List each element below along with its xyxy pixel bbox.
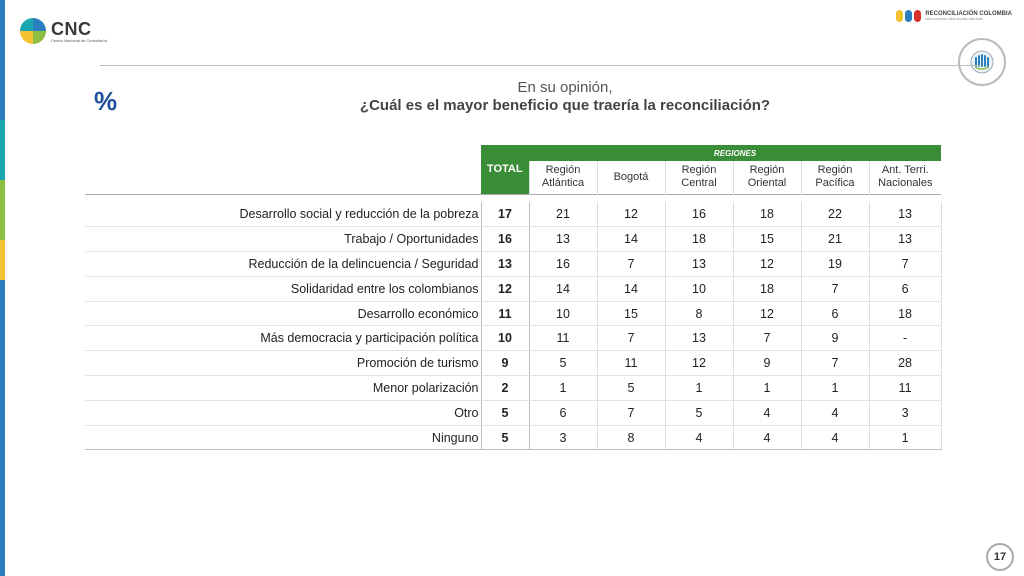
region-header-line2: Nacionales — [878, 177, 933, 190]
table-row — [85, 252, 941, 277]
row-label: Más democracia y participación política — [85, 326, 481, 351]
reconciliacion-colombia-logo — [896, 10, 1012, 22]
region-header-5 — [869, 161, 941, 194]
table-row — [85, 202, 941, 227]
row-value: 14 — [597, 227, 665, 252]
row-value: 7 — [869, 252, 941, 277]
row-value: 11 — [869, 376, 941, 401]
row-value: 14 — [529, 276, 597, 301]
table-row — [85, 326, 941, 351]
region-header-line2: Atlántica — [541, 177, 585, 190]
page-number: 17 — [986, 543, 1014, 571]
results-table — [85, 145, 942, 450]
table-row — [85, 227, 941, 252]
row-value: 16 — [665, 202, 733, 227]
row-label: Otro — [85, 400, 481, 425]
row-value: 3 — [529, 425, 597, 450]
left-accent-bar — [0, 0, 5, 576]
table-row — [85, 425, 941, 450]
row-value: 7 — [597, 326, 665, 351]
row-value: 21 — [529, 202, 597, 227]
question-intro: En su opinión, — [517, 79, 613, 96]
total-column-header: TOTAL — [481, 145, 529, 194]
row-value: 12 — [665, 351, 733, 376]
row-total: 2 — [481, 376, 529, 401]
row-value: 6 — [801, 301, 869, 326]
row-value: 1 — [801, 376, 869, 401]
row-value: 1 — [665, 376, 733, 401]
cnc-logo-subtext: Centro Nacional de Consultoría — [51, 37, 107, 43]
table-row — [85, 376, 941, 401]
cnc-logo-text: CNC — [51, 18, 92, 39]
row-value: 4 — [801, 400, 869, 425]
region-header-line1: Región — [545, 164, 581, 177]
cnc-logo — [20, 18, 107, 44]
row-value: 5 — [665, 400, 733, 425]
row-value: 11 — [597, 351, 665, 376]
row-total: 5 — [481, 425, 529, 450]
row-value: 19 — [801, 252, 869, 277]
regions-header: REGIONES — [529, 145, 941, 161]
row-value: 8 — [665, 301, 733, 326]
question-title: ¿Cuál es el mayor beneficio que traería la reconciliación? — [359, 97, 771, 114]
row-value: 8 — [597, 425, 665, 450]
region-header-3 — [733, 161, 801, 194]
row-value: 18 — [733, 276, 801, 301]
row-label: Desarrollo social y reducción de la pobreza — [85, 202, 481, 227]
row-total: 5 — [481, 400, 529, 425]
row-label: Trabajo / Oportunidades — [85, 227, 481, 252]
row-value: 9 — [733, 351, 801, 376]
row-value: 13 — [869, 227, 941, 252]
row-value: 18 — [733, 202, 801, 227]
partner-logo-subtext: MÁS CULTURA, MÁS NACIÓN, MÁS PAÍS — [925, 17, 983, 21]
row-value: 7 — [597, 252, 665, 277]
row-value: 6 — [529, 400, 597, 425]
raised-hands-icon — [958, 38, 1006, 86]
row-label: Menor polarización — [85, 376, 481, 401]
table-row — [85, 351, 941, 376]
row-label: Reducción de la delincuencia / Seguridad — [85, 252, 481, 277]
region-header-2 — [665, 161, 733, 194]
row-value: 14 — [597, 276, 665, 301]
row-total: 13 — [481, 252, 529, 277]
row-label: Ninguno — [85, 425, 481, 450]
row-value: 12 — [733, 301, 801, 326]
row-value: 12 — [733, 252, 801, 277]
row-total: 16 — [481, 227, 529, 252]
region-header-line2: Oriental — [747, 177, 787, 190]
region-header-0 — [529, 161, 597, 194]
partner-logo-text: RECONCILIACIÓN COLOMBIA — [925, 11, 1012, 17]
row-value: 7 — [801, 276, 869, 301]
row-value: 4 — [665, 425, 733, 450]
table-row — [85, 400, 941, 425]
row-value: 12 — [597, 202, 665, 227]
row-value: 18 — [665, 227, 733, 252]
row-value: 1 — [733, 376, 801, 401]
row-value: 4 — [733, 425, 801, 450]
row-value: 15 — [733, 227, 801, 252]
row-value: 5 — [597, 376, 665, 401]
region-header-4 — [801, 161, 869, 194]
region-header-line1: Región — [681, 164, 717, 177]
row-value: 11 — [529, 326, 597, 351]
row-value: - — [869, 326, 941, 351]
region-header-line1: Región — [817, 164, 853, 177]
row-label: Solidaridad entre los colombianos — [85, 276, 481, 301]
row-value: 28 — [869, 351, 941, 376]
row-total: 10 — [481, 326, 529, 351]
row-value: 10 — [665, 276, 733, 301]
region-header-1 — [597, 161, 665, 194]
row-value: 3 — [869, 400, 941, 425]
row-total: 17 — [481, 202, 529, 227]
row-value: 16 — [529, 252, 597, 277]
region-header-line1: Bogotá — [613, 170, 649, 183]
row-value: 1 — [869, 425, 941, 450]
percent-symbol: % — [94, 86, 118, 116]
row-value: 7 — [733, 326, 801, 351]
row-value: 10 — [529, 301, 597, 326]
row-value: 7 — [801, 351, 869, 376]
region-header-line2: Pacífica — [815, 177, 855, 190]
row-label: Promoción de turismo — [85, 351, 481, 376]
row-value: 22 — [801, 202, 869, 227]
row-total: 12 — [481, 276, 529, 301]
cnc-logo-mark — [20, 18, 46, 44]
row-value: 6 — [869, 276, 941, 301]
row-value: 13 — [869, 202, 941, 227]
row-value: 15 — [597, 301, 665, 326]
row-total: 9 — [481, 351, 529, 376]
row-value: 5 — [529, 351, 597, 376]
row-label: Desarrollo económico — [85, 301, 481, 326]
row-value: 1 — [529, 376, 597, 401]
row-value: 13 — [529, 227, 597, 252]
row-value: 13 — [665, 252, 733, 277]
row-value: 4 — [801, 425, 869, 450]
region-header-line1: Región — [749, 164, 785, 177]
region-header-line2: Central — [681, 177, 717, 190]
header-divider — [100, 65, 980, 66]
row-value: 13 — [665, 326, 733, 351]
row-value: 7 — [597, 400, 665, 425]
table-row — [85, 276, 941, 301]
row-value: 21 — [801, 227, 869, 252]
row-total: 11 — [481, 301, 529, 326]
table-row — [85, 301, 941, 326]
row-value: 4 — [733, 400, 801, 425]
region-header-line1: Ant. Terri. — [881, 164, 929, 177]
row-value: 18 — [869, 301, 941, 326]
row-value: 9 — [801, 326, 869, 351]
